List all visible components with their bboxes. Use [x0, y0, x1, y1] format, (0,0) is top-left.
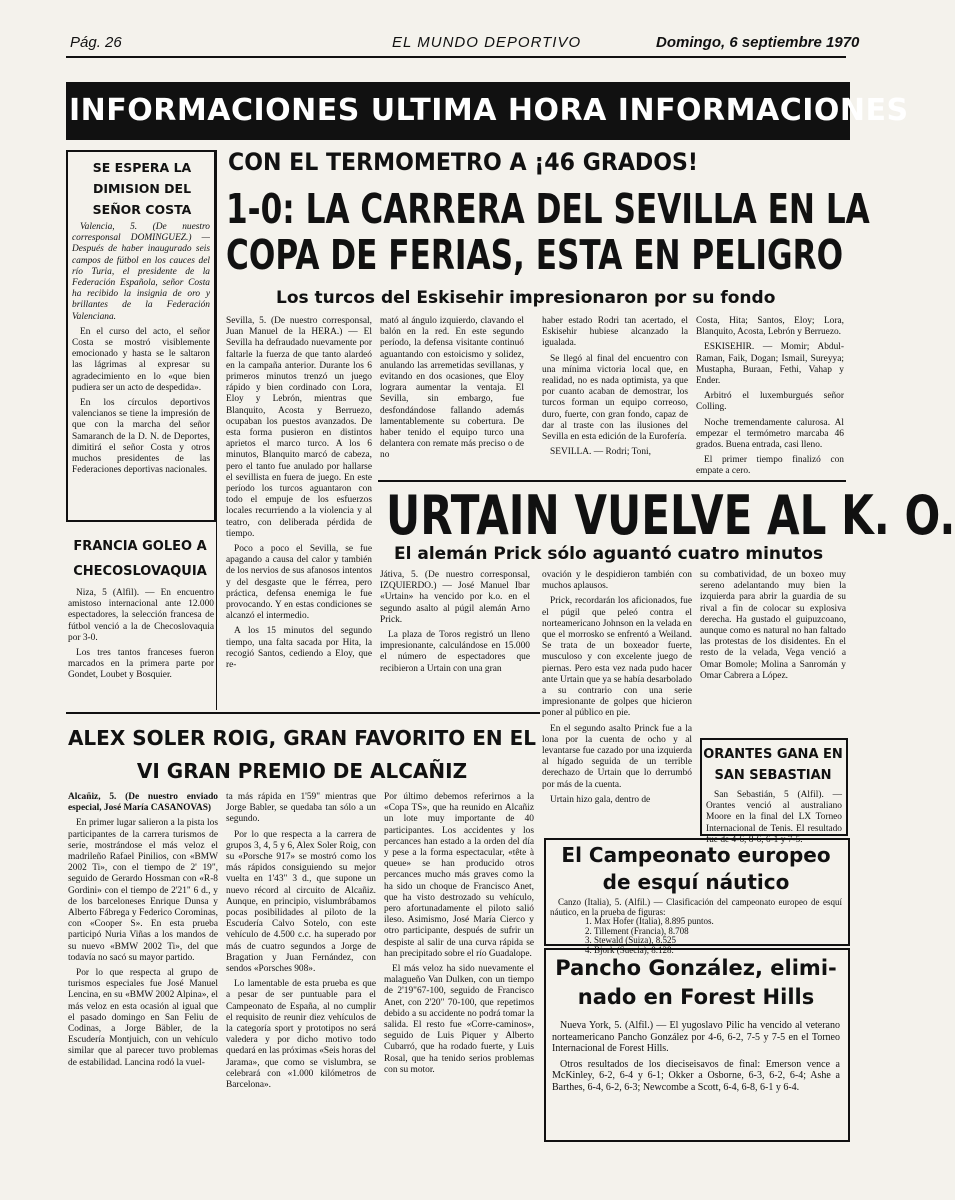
francia-headline-line: FRANCIA GOLEO A [73, 539, 207, 554]
urtain-paragraph: Prick, recordarán los aficionados, fue el púgil que peleó contra el norteamericano Johnson en la velada en que el morrosko se enfrentó a Weiland. Se trata de un boxeador fuerte, musculoso y con excelente juego de piernas. Pero esta vez nada pudo hacer ante Urtain que ya se había desarbolado a su contrario con una serie impresionante de golpes que hicieron poner al público en pie. [542, 596, 692, 719]
costa-paragraph: En el curso del acto, el señor Costa se mostró visiblemente emocionado y hasta se le saltaron las lágrimas al expresar su agradecimiento en lo «que bien pudiera ser un acto de despedida». [72, 326, 210, 393]
sevilla-kicker: CON EL TERMOMETRO A ¡46 GRADOS! [228, 148, 698, 176]
esqui-headline [546, 842, 846, 896]
sevilla-deck: Los turcos del Eskisehir impresionaron por su fondo [276, 288, 776, 308]
orantes-headline [702, 744, 844, 786]
costa-body [72, 222, 210, 514]
orantes-headline-line: ORANTES GANA EN [703, 747, 843, 762]
urtain-deck: El alemán Prick sólo aguantó cuatro minutos [394, 544, 824, 564]
costa-headline-line: SE ESPERA LA [92, 160, 192, 175]
urtain-headline: URTAIN VUELVE AL K. O. [386, 484, 955, 547]
urtain-paragraph: Játiva, 5. (De nuestro corresponsal, IZQUIERDO.) — José Manuel Ibar «Urtain» ha vencido por k.o. en el segundo asalto al púgil alemán Arno Prick. [380, 570, 530, 625]
header-rule [66, 56, 846, 58]
francia-paragraph: Los tres tantos franceses fueron marcados en la primera parte por Gondet, Loubet y Bosquier. [68, 648, 214, 681]
pancho-headline [546, 954, 846, 1012]
sevilla-paragraph: SEVILLA. — Rodri; Toni, [550, 447, 651, 458]
alex-paragraph: Por último debemos referirnos a la «Copa TS», que ha reunido en Alcañiz un lote muy importante de 40 participantes. Los accidentes y los percances han estado a la orden del día y pese a la forma espectacular, «tête à queue» se han producido otros percances mucho más graves como la ha sido un choque de Francisco Anet, que ha visto destrozado su vehículo, pero afortunadamente el piloto salió ileso. Asimismo, José María Cierco y otro participante, después de sufrir un despiste al salir de una curva rápida se han precipitado sobre el río Guadalope. [384, 792, 534, 959]
costa-paragraph: En los círculos deportivos valencianos se tiene la impresión de que con la marcha del señor Samaranch de la D. N. de Deportes, dimitirá el señor Costa y otros muchos presidentes de las Federaciones deportivas nacionales. [72, 398, 210, 476]
sevilla-paragraph: Noche tremendamente calurosa. Al empezar el termómetro marcaba 46 grados. Buena entrada, casi lleno. [696, 417, 844, 451]
francia-headline [66, 534, 214, 584]
alex-paragraph: El más veloz ha sido nuevamente el malagueño Van Dulken, con un tiempo de 2'19"67-100, seguido de Francisco Anet, con 2'20" 70-100, que repetimos debido a su accidente no podrá tomar la salida. El resto fue «Corre-caminos», seguido de Luis Piquer y Alberto Cubarró, que ha rodado fuerte, y Luis Rosal, que ha tenido serios problemas con su motor. [384, 964, 534, 1075]
pancho-paragraph: Otros resultados de los dieciseisavos de final: Emerson vence a McKinley, 6-2, 6-4 y 6-1; Okker a Osborne, 6-3, 6-2, 6-4; Ashe a Barthes, 6-4, 6-2, 6-3; Newcombe a Scott, 6-4, 6-8, 6-1 y 6-4. [552, 1058, 840, 1093]
alex-headline [66, 722, 538, 788]
sevilla-paragraph: mató al ángulo izquierdo, clavando el balón en la red. En este segundo período, la defensa visitante continuó aguantando con estoicismo y solidez, anulando las arremetidas sevillanas, y evitando en dos ocasiones, que Eloy lograra aumentar la ventaja. El Sevilla, sin embargo, fue desfondándose fallando además lamentablemente su cobertura. De haber tenido el equipo turco una delantera con remate más preciso o de no [380, 316, 524, 461]
urtain-col-2 [542, 570, 692, 838]
urtain-paragraph: La plaza de Toros registró un lleno impresionante, calculándose en 15.000 el número de espectadores que recibieron a Urtain con una gran [380, 630, 530, 674]
pancho-headline-line: Pancho González, elimi- [555, 956, 837, 980]
sevilla-paragraph: Poco a poco el Sevilla, se fue apagando a causa del calor y también de los nervios de sus afanosos intentos y del desgaste que le férrea, pero práctica, defensa enemiga le fue provocando. Y en estas condiciones se alcanzó el intermedio. [226, 544, 372, 622]
sevilla-headline-line: 1-0: LA CARRERA DEL SEVILLA EN LA [226, 185, 870, 233]
alex-paragraph: Alcañiz, 5. (De nuestro enviado especial, José María CASANOVAS) [68, 792, 218, 814]
sevilla-headline-line: COPA DE FERIAS, ESTA EN PELIGRO [226, 231, 844, 279]
esqui-result: 4. Bjork (Suecia), 8.128. [594, 946, 842, 956]
urtain-paragraph: Urtain hizo gala, dentro de [550, 794, 651, 805]
esqui-headline-line: de esquí náutico [602, 870, 790, 894]
esqui-headline-line: El Campeonato europeo [561, 843, 831, 867]
francia-paragraph: Niza, 5 (Alfil). — En encuentro amistoso internacional ante 12.000 espectadores, la selección francesa de fútbol venció a la de Checoslovaquia por 3-0. [68, 588, 214, 643]
sevilla-paragraph: Costa, Hita; Santos, Eloy; Lora, Blanquito, Acosta, Lebrón y Berruezo. [696, 316, 844, 338]
sevilla-col-1 [226, 316, 372, 710]
page-number: Pág. 26 [70, 34, 122, 51]
alex-paragraph: En primer lugar salieron a la pista los participantes de la carrera turismos de serie, mostrándose el más veloz el madrileño Rafael Pinilios, con «BMW 2002 Ti», con el tiempo de 2' 19", seguido de Gerardo Hossman con «R-8 Gordini» con el tiempo de 2'21" 6 d., y de los barceloneses Enrique Dunsa y Alberto Fábrega y Federico Corominas, con «Cooper S». En esta prueba participó Nuria Viñas a los mandos de su nuevo «BMW 2002 Ti», del que todavía no sacó su mayor partido. [68, 818, 218, 963]
costa-paragraph: Valencia, 5. (De nuestro corresponsal DOMINGUEZ.) — Después de haber inaugurado seis campos de fútbol en los cauces del río Turia, el presidente de la Federación Española, señor Costa ha recibido la insignia de oro y brillantes de la Federación Valenciana. [72, 222, 210, 322]
column-rule [216, 150, 217, 710]
alex-col-1 [68, 792, 218, 1172]
sevilla-col-2 [380, 316, 524, 478]
sevilla-paragraph: Arbitró el luxemburgués señor Colling. [696, 391, 844, 413]
urtain-paragraph: En el segundo asalto Princk fue a la lona por la cuenta de ocho y al levantarse fue cazado por una izquierda al hígado seguida de un terrible derechazo de Urtain que lo derrumbó por más de la cuenta. [542, 723, 692, 790]
esqui-result: 2. Tillement (Francia), 8.708 [594, 927, 842, 937]
pancho-paragraph: Nueva York, 5. (Alfil.) — El yugoslavo Pilic ha vencido al veterano norteamericano Pancho González por 4-6, 6-2, 7-5 y 7-5 en el Torneo Internacional de Forest Hills. [552, 1020, 840, 1054]
urtain-col-1 [380, 570, 530, 712]
orantes-paragraph: San Sebastián, 5 (Alfil). — Orantes venció al australiano Moore en la final del LX Torneo Internacional de Tenis. El resultado fue de 4-6, 8-6, 6-1 y 7-5. [706, 790, 842, 845]
alex-headline-line: ALEX SOLER ROIG, GRAN FAVORITO EN EL [67, 726, 537, 750]
newspaper-name: EL MUNDO DEPORTIVO [392, 34, 582, 51]
urtain-paragraph: su combatividad, de un boxeo muy sereno adelantando muy bien la izquierda para abrir la guardia de su rival a fin de colocar su explosiva derecha. Ha gustado el guipuzcoano, aunque como es natural no han faltado las protestas de los disidentes. En el resto de la velada, Vega venció a Omar Bomole; Molina a Sanromán y Omar Cabrera a López. [700, 570, 846, 681]
urtain-paragraph: ovación y le despidieron también con muchos aplausos. [542, 570, 692, 592]
sevilla-paragraph: Sevilla, 5. (De nuestro corresponsal, Juan Manuel de la HERA.) — El Sevilla ha defraudado nuevamente por faltarle la fuerza de que tanto alardeó en la campaña anterior. Durante los 6 primeros minutos trenzó un juego rápido y bien cordinado con Lora, Eloy y Lebrón, mientras que Blanquito, Acosta y Berruezo, ocupaban los puestos avanzados. De esta forma pusieron en distintos aprietos el marco turco. A los 6 minutos, Blanquito marcó de cabeza, pero el tanto fue anulado por hallarse el sevillista en fuera de juego. En este período los turcos aguantaron con todo el empuje de los esfuerzos locales recurriendo a la violencia y al teatro, con deliberada pérdida de tiempo. [226, 316, 372, 539]
francia-body [68, 588, 214, 700]
section-banner [66, 82, 909, 140]
section-rule [378, 480, 846, 482]
orantes-body [706, 790, 842, 845]
francia-headline-line: CHECOSLOVAQUIA [73, 564, 207, 579]
alex-paragraph: Lo lamentable de esta prueba es que a pesar de ser puntuable para el Campeonato de España, al no cumplir el requisito de reunir diez vehículos de la categoría sport y prototipos no será valedera y por dicho motivo todo quedará en las próximas «Seis horas del Jarama», que como se vislumbra, se celebrará con «1.000 kilómetros de Barcelona». [226, 979, 376, 1091]
pancho-body [552, 1020, 840, 1136]
esqui-intro: Canzo (Italia), 5. (Alfil.) — Clasificación del campeonato europeo de esquí náutico, en la prueba de figuras: [550, 897, 842, 917]
esqui-body [550, 897, 842, 955]
sevilla-paragraph: haber estado Rodri tan acertado, el Eskisehir hubiese alcanzado la igualada. [542, 316, 688, 349]
costa-headline [72, 157, 212, 220]
banner-title: INFORMACIONES ULTIMA HORA INFORMACIONES [69, 93, 909, 128]
esqui-result: 1. Max Hofer (Italia), 8.895 puntos. [594, 917, 842, 927]
section-rule [66, 712, 540, 714]
costa-headline-line: DIMISION DEL [92, 181, 192, 196]
sevilla-paragraph: Se llegó al final del encuentro con una mínima victoria local que, en realidad, no es nada optimista, ya que por cuanto acaban de demostrar, los turcos forman un equipo correoso, duro, fuerte, con gran fondo, capaz de dar al traste con las ilusiones del Sevilla en esta edición de la Eurofería. [542, 353, 688, 443]
sevilla-headline [226, 186, 870, 278]
alex-col-3 [384, 792, 534, 1172]
costa-headline-line: SEÑOR COSTA [92, 202, 192, 217]
alex-paragraph: ta más rápida en 1'59" mientras que Jorge Babler, se quedaba tan sólo a un segundo. [226, 792, 376, 825]
alex-headline-line: VI GRAN PREMIO DE ALCAÑIZ [136, 759, 468, 783]
esqui-result: 3. Stewald (Suiza), 8.525 [594, 936, 842, 946]
sevilla-paragraph: ESKISEHIR. — Momir; Abdul-Raman, Faik, Dogan; Ismail, Sureyya; Mustapha, Buraan, Fethi, Vahap y Ender. [696, 342, 844, 387]
issue-date: Domingo, 6 septiembre 1970 [656, 34, 860, 51]
alex-paragraph: Por lo que respecta al grupo de turismos especiales fue José Manuel Lencina, en su «BMW 2002 Alpina», el más veloz en esta ocasión al igual que el pasado domingo en San Feliu de Codinas, a Jorge Bäbler, de la Escudería Montjuich, con un vehículo similar que al parecer tuvo problemas de estabilidad. Lancina rodó la vuel- [68, 968, 218, 1068]
orantes-headline-line: SAN SEBASTIAN [714, 768, 832, 783]
pancho-headline-line: nado en Forest Hills [577, 985, 815, 1009]
alex-col-2 [226, 792, 376, 1172]
sevilla-paragraph: A los 15 minutos del segundo tiempo, una falta sacada por Hita, la recogió Santos, cediendo a Eloy, que re- [226, 626, 372, 671]
urtain-col-3 [700, 570, 846, 718]
sevilla-paragraph: El primer tiempo finalizó con empate a cero. [696, 455, 844, 477]
alex-paragraph: Por lo que respecta a la carrera de grupos 3, 4, 5 y 6, Alex Soler Roig, con su «Porsche 917» se mostró como los más rápidos consiguiendo su mejor vuelta en 1'43" 3 d., que supone un nuevo récord al circuito de Alcañiz. Aunque, en principio, vislumbrábamos pocas posibilidades al piloto de la Escudería Calvo Sotelo, con este vehículo de 4.500 c.c. ha superado por más de cuatro segundos a Jorge de Bragation y Juan Fernández, con sendos «Porsches 908». [226, 829, 376, 975]
sevilla-col-3 [542, 316, 688, 478]
sevilla-col-4 [696, 316, 844, 478]
